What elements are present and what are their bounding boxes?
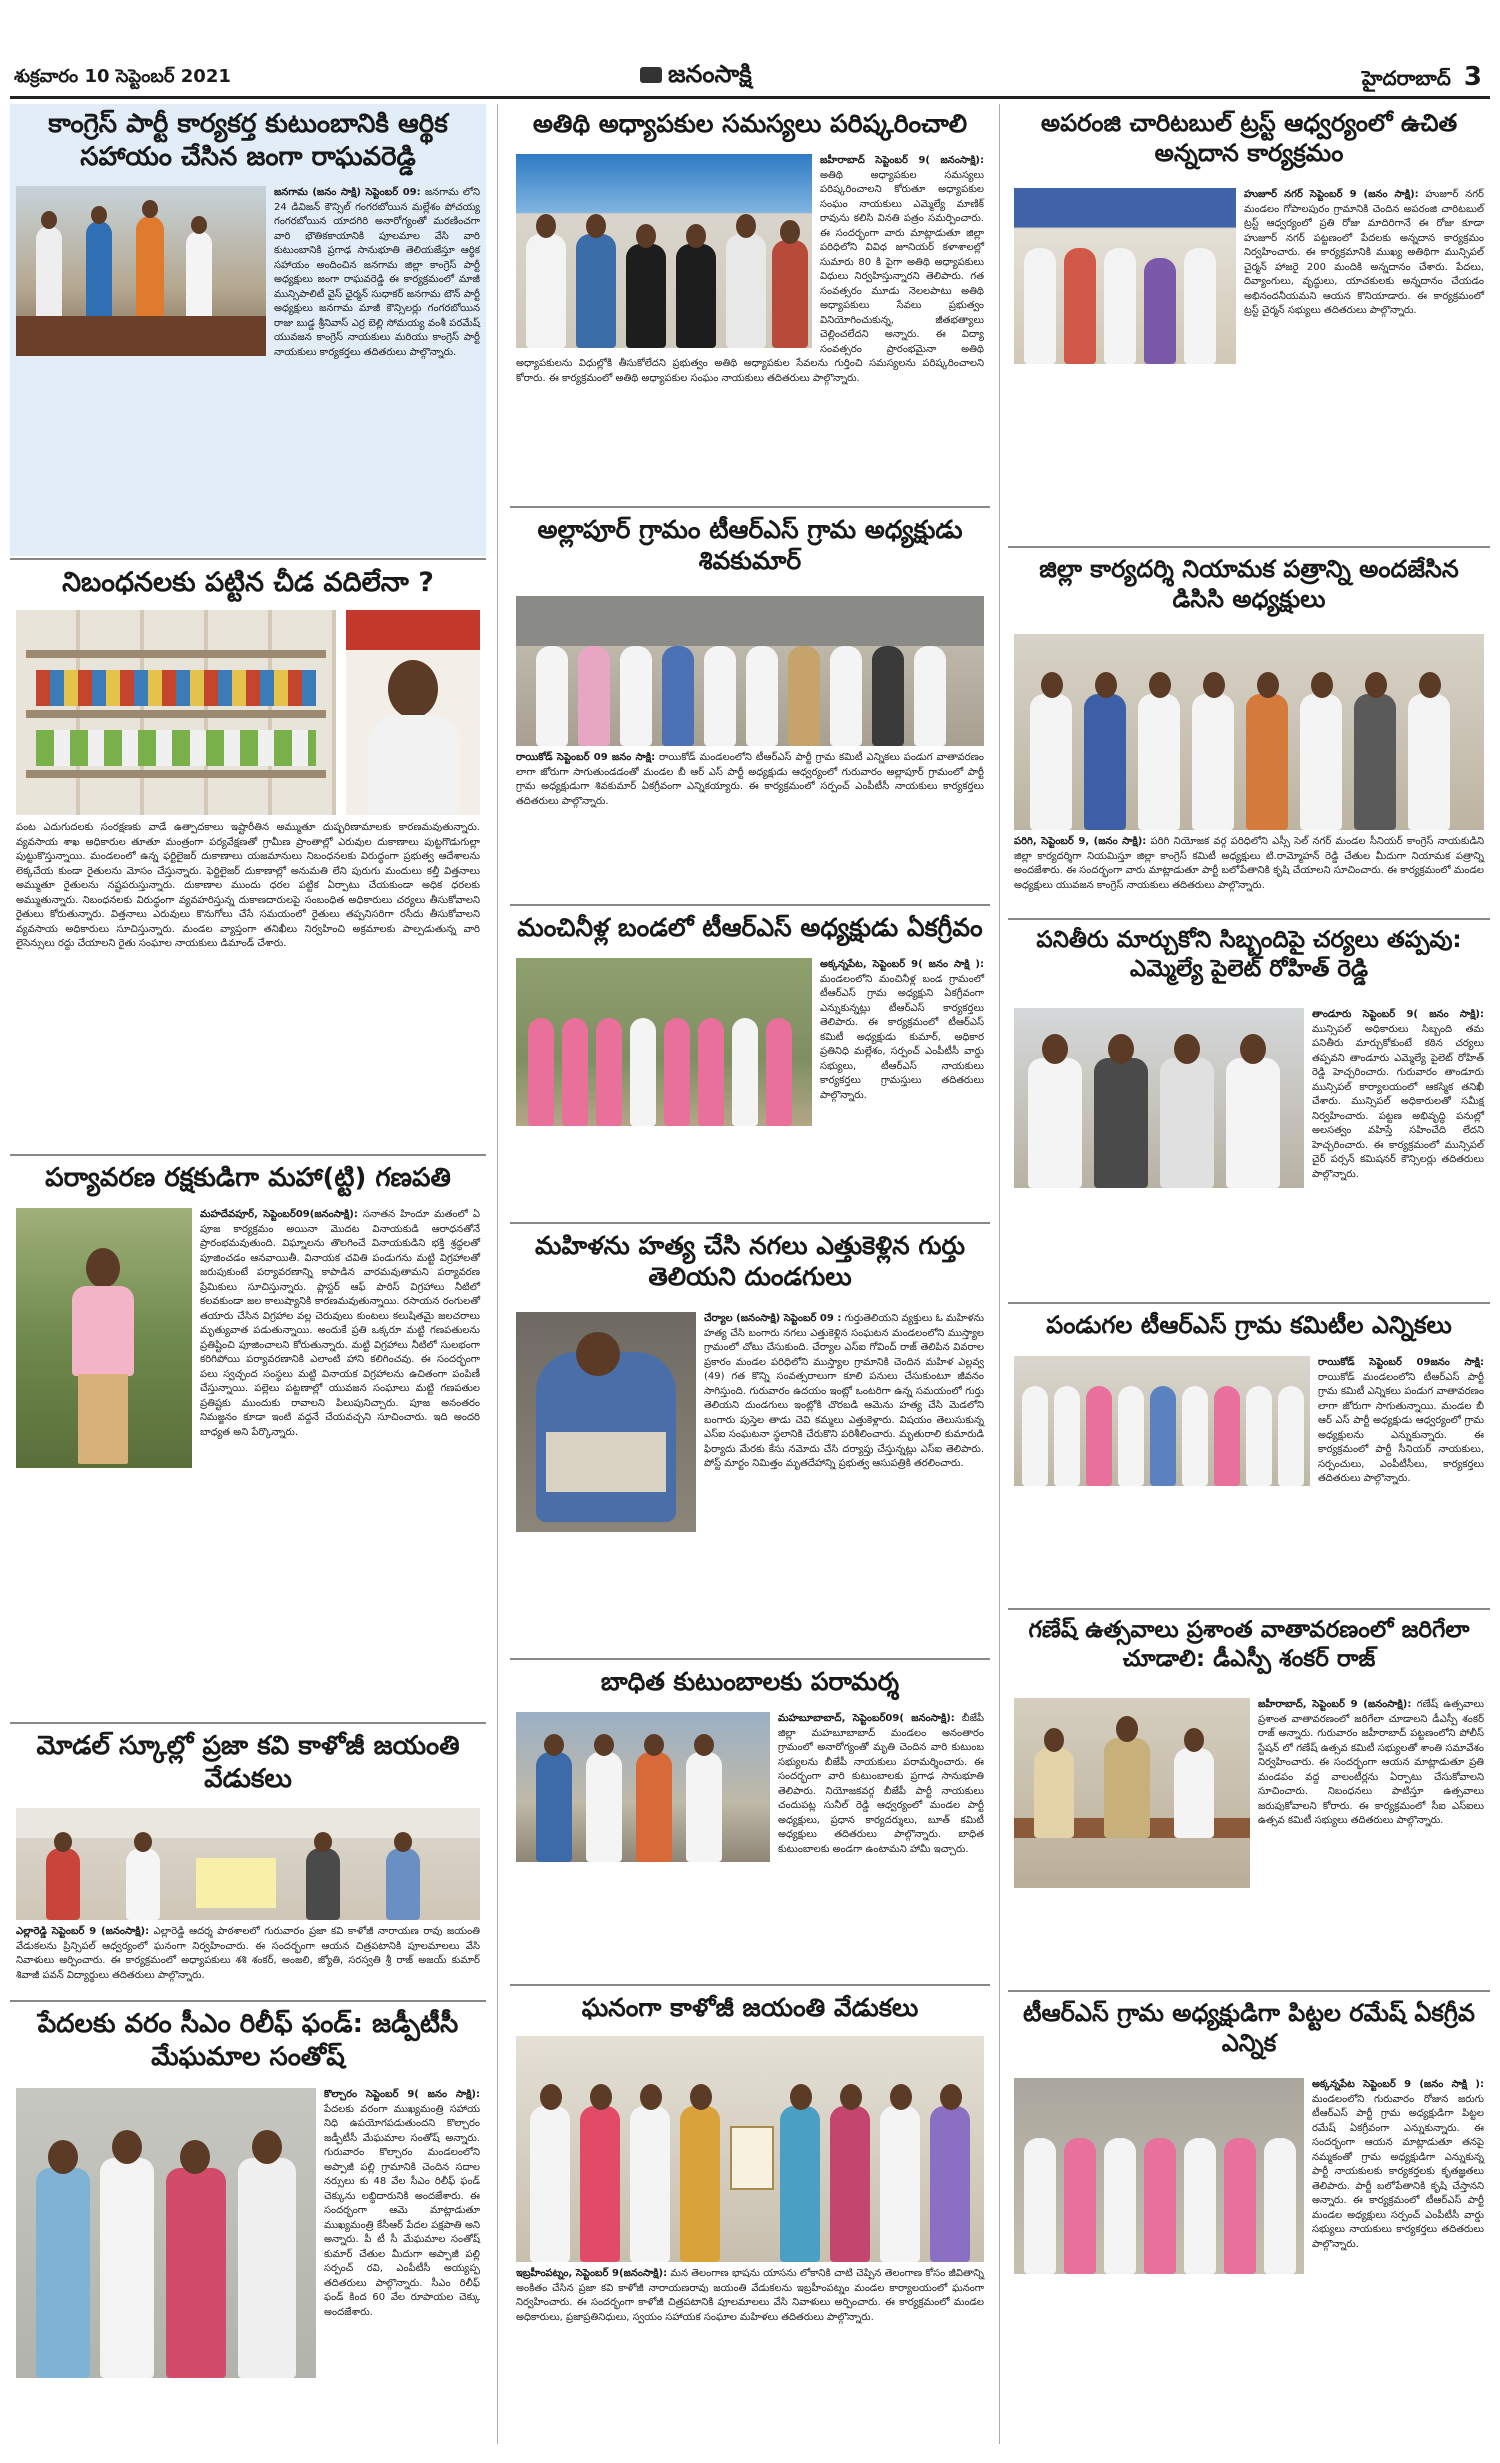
article-body: రాయికోడ్ మండలంలోని టీఆర్ఎస్ పార్టీ గ్రామ కమిటీ ఎన్నికలు పండుగ వాతావరణం లాగా జోరుగా సాగుతున్నాయి. మండల బీ ఆర్ ఎస్ పార్టీ అధ్యక్షుడు ఆధ్వర్యంలో గ్రామ అధ్యక్షులను ఎన్నుకున్నారు. ఈ కార్యక్రమంలో పార్టీ సీనియర్ నాయకులు, సర్పంచులు, ఎంపీటీసీలు, కార్యకర్తలు తదితరులు పాల్గొన్నారు.: [1318, 1371, 1484, 1484]
section-divider: [510, 1658, 990, 1660]
article-a5: [10, 2004, 486, 2444]
dateline: జహీరాబాద్ సెప్టెంబర్ 9( జనంసాక్షి):: [820, 155, 984, 166]
article-body: మండలంలోని గురువారం రోజున జరుగు టీఆర్ఎస్ పార్టీ గ్రామ అధ్యక్షుడిగా పిట్టల రమేష్ ఏకగ్రీవంగా ఎన్నుకున్నారు. ఈ సందర్భంగా ఆయన మాట్లాడుతూ తనపై నమ్మకంతో గ్రామ అధ్యక్షుడిగా ఎన్నుకున్న పార్టీ నాయకులకు కార్యకర్తలకు కృతజ్ఞతలు తెలిపారు. పార్టీ బలోపేతానికి కృషి చేస్తానని అన్నారు. ఈ కార్యక్రమంలో టీఆర్ఎస్ పార్టీ మండల అధ్యక్షులు సర్పంచ్ ఎంపీటీసీ వార్డు సభ్యులు నాయకులు కార్యకర్తలు తదితరులు పాల్గొన్నారు.: [1312, 2093, 1484, 2250]
photo-b5: [516, 1712, 770, 1862]
headline: టీఆర్ఎస్ గ్రామ అధ్యక్షుడిగా పిట్టల రమేష్ ఏకగ్రీవ ఎన్నిక: [1022, 1999, 1475, 2057]
photo-b4: [516, 1312, 696, 1532]
section-divider: [510, 1984, 990, 1986]
dateline: జనగామ (జనం సాక్షి) సెప్టెంబర్ 09:: [274, 187, 421, 198]
dateline: ఎల్లారెడ్డి సెప్టెంబర్ 9 (జనంసాక్షి):: [16, 1926, 150, 1937]
section-divider: [10, 1722, 486, 1724]
article-a3: [10, 1158, 486, 1720]
article-body: పరిగి నియోజక వర్గ పరిధిలోని ఎస్సీ సెల్ నగర్ మండల సీనియర్ కాంగ్రెస్ నాయకుడిని జిల్లా కార్యదర్శిగా నియమిస్తూ జిల్లా కాంగ్రెస్ కమిటీ అధ్యక్షులు టి.రామ్మోహన్ రెడ్డి చేతుల మీదుగా నియామక పత్రాన్ని అందజేశారు. ఈ సందర్భంగా వారు మాట్లాడుతూ పార్టీ బలోపేతానికి కృషి చేయాలని సూచించారు. ఈ కార్యక్రమంలో మండల అధ్యక్షులు యువజన కాంగ్రెస్ నాయకులు తదితరులు పాల్గొన్నారు.: [1014, 836, 1484, 891]
dateline: రాయికోడ్ సెప్టెంబర్ 09జనం సాక్షి:: [1318, 1357, 1484, 1368]
headline: పేదలకు వరం సీఎం రిలీఫ్ ఫండ్: జడ్పీటీసీ మేఘమాల సంతోష్: [37, 2009, 459, 2072]
article-body: ఎల్లారెడ్డి ఆదర్శ పాఠశాలలో గురువారం ప్రజా కవి కాళోజీ నారాయణ రావు జయంతి వేడుకలను ప్రిన్సిపల్ ఆధ్వర్యంలో ఘనంగా నిర్వహించారు. ఈ సందర్భంగా ఆయన చిత్రపటానికి పూలమాలలు వేసి నివాళులు అర్పించారు. ఈ కార్యక్రమంలో అధ్యాపకులు శశి శంకర్, అంజలి, జ్యోతి, సరస్వతి శ్రీ రాజ్ అజయ్ కుమార్ శివాజీ పవన్ విద్యార్థులు తదితరులు పాల్గొన్నారు.: [16, 1926, 480, 1981]
article-body: అతిథి అధ్యాపకుల సమస్యలు పరిష్కరించాలని కోరుతూ అధ్యాపకుల సంఘం నాయకులు ఎమ్మెల్యే మాణిక్ రావును కలిసి వినతి పత్రం సమర్పించారు. ఈ సందర్భంగా వారు మాట్లాడుతూ జిల్లా పరిధిలోని వివిధ జూనియర్ కళాశాలల్లో సుమారు 80 కి పైగా అతిథి అధ్యాపకులు విధులు నిర్వహిస్తున్నారని తెలిపారు. గత సంవత్సరం మూడు నెలలపాటు అతిథి అధ్యాపకులు సేవలు ప్రభుత్వం వినియోగించుకున్న, జీతభత్యాలు చెల్లించలేదని అన్నారు. ఈ విద్యా సంవత్సరం ప్రారంభమైనా అతిథి అధ్యాపకులను విధుల్లోకి తీసుకోలేదని ప్రభుత్వం అతిథి అధ్యాపకుల సేవలను గుర్తించి సమస్యలను పరిష్కరించాలని కోరారు. ఈ కార్యక్రమంలో అతిథి అధ్యాపకుల సంఘం నాయకులు తదితరులు పాల్గొన్నారు.: [516, 169, 984, 384]
photo-b2: [516, 596, 984, 746]
headline: పనితీరు మార్చుకోని సిబ్బందిపై చర్యలు తప్పవు: ఎమ్మెల్యే పైలెట్ రోహిత్ రెడ్డి: [1036, 927, 1462, 982]
headline: పండుగల టీఆర్ఎస్ గ్రామ కమిటీల ఎన్నికలు: [1046, 1311, 1452, 1339]
section-divider: [510, 506, 990, 508]
article-a1: [10, 104, 486, 556]
photo-c5: [1014, 1698, 1250, 1888]
article-body: మండలంలోని మంచినీళ్ల బండ గ్రామంలో టీఆర్ఎస్ గ్రామ అధ్యక్షుని ఏకగ్రీవంగా ఎన్నుకున్నట్లు టీఆర్ఎస్ కార్యకర్తలు తెలిపారు. ఈ కార్యక్రమంలో టీఆర్ఎస్ కమిటీ అధ్యక్షుడు కుమార్, అధికార ప్రతినిధి మల్లేశం, సర్పంచ్ ఎంపీటీసీ వార్డు సభ్యులు, టీఆర్ఎస్ నాయకులు కార్యకర్తలు గ్రామస్తులు తదితరులు పాల్గొన్నారు.: [820, 973, 984, 1101]
photo-c4: [1014, 1356, 1310, 1486]
photo-a5: [16, 2088, 316, 2378]
article-body: పేదలకు వరంగా ముఖ్యమంత్రి సహాయ నిధి ఉపయోగపడుతుందని కొల్చారం జడ్పీటీసీ మేఘమాల సంతోష్ అన్నారు. గురువారం కొల్చారం మండలంలోని అప్పాజీ పల్లి గ్రామానికి చెందిన సదాల నర్సులు కు 48 వేల సీఎం రిలీఫ్ ఫండ్ చెక్కును లబ్ధిదారునికి అందజేశారు. ఈ సందర్భంగా ఆమె మాట్లాడుతూ ముఖ్యమంత్రి కేసీఆర్ పేదల పక్షపాతి అని అన్నారు. పీ టీ సీ మేఘమాల సంతోష్ కుమార్ చేతుల మీదుగా అప్పాజీ పల్లి సర్పంచ్ రవి, ఎంపీటీసీ అయ్యప్ప తదితరులు పాల్గొన్నారు. సీఎం రిలీఫ్ ఫండ్ కింద 60 వేల రూపాయల చెక్కు అందజేశారు.: [324, 2103, 480, 2318]
headline: పర్యావరణ రక్షకుడిగా మహా(ట్టి) గణపతి: [45, 1163, 451, 1193]
photo-c2: [1014, 634, 1484, 830]
photo-b6: [516, 2036, 984, 2262]
article-body: జనగామ లోని 24 డివిజన్ కౌన్సిల్ గంగరబోయిన మల్లేశం పోచయ్య గంగరబోయిన యాదగిరి అనారోగ్యంతో మరణించగా వారి భౌతికకాయానికి పూలమాల వేసి వారి కుటుంబానికి ప్రగాఢ సానుభూతి తెలియజేస్తూ ఆర్థిక సహాయం అందించిన జనగామ జిల్లా కాంగ్రెస్ పార్టీ అధ్యక్షులు జంగా రాఘవరెడ్డి ఈ కార్యక్రమంలో మాజీ మున్సిపాలిటీ వైస్ ఛైర్మన్ సుధాకర్ జనగామ టౌన్ పార్టీ అధ్యక్షులు జనగామ మాజీ కౌన్సిలర్లు గంగరబోయిన రాజు బుడ్డ శ్రీనివాస్ ఎర్ర బెల్లి సోమయ్య వంశీ పరమేష్ యువజన కాంగ్రెస్ నాయకులు మరియు కాంగ్రెస్ పార్టీ నాయకులు కార్యకర్తలు తదితరులు పాల్గొన్నారు.: [274, 187, 480, 358]
article-body: మున్సిపల్ అధికారులు సిబ్బంది తమ పనితీరు మార్చుకోకుంటే కఠిన చర్యలు తప్పవని తాండూరు ఎమ్మెల్యే పైలెట్ రోహిత్ రెడ్డి హెచ్చరించారు. గురువారం తాండూరు మున్సిపల్ కార్యాలయంలో ఆకస్మిక తనిఖీ చేశారు. మున్సిపల్ అధికారులతో సమీక్ష నిర్వహించారు. పట్టణ అభివృద్ధి పనుల్లో అలసత్వం వహిస్తే సహించేది లేదని హెచ్చరించారు. ఈ కార్యక్రమంలో మున్సిపల్ చైర్ పర్సన్ కమిషనర్ కౌన్సిలర్లు తదితరులు పాల్గొన్నారు.: [1312, 1023, 1484, 1180]
photo-a4: [16, 1808, 480, 1920]
section-divider: [510, 1222, 990, 1224]
headline: కాంగ్రెస్ పార్టీ కార్యకర్త కుటుంబానికి ఆర్థిక సహాయం చేసిన జంగా రాఘవరెడ్డి: [48, 109, 448, 172]
column-divider: [497, 104, 498, 2444]
issue-date: శుక్రవారం 10 సెప్టెంబర్ 2021: [14, 66, 231, 87]
section-divider: [1008, 1608, 1490, 1610]
headline: అల్లాపూర్ గ్రామం టీఆర్ఎస్ గ్రామ అధ్యక్షుడు శివకుమార్: [537, 515, 963, 576]
dateline: తాండూరు సెప్టెంబర్ 9( జనం సాక్షి):: [1312, 1009, 1484, 1020]
dateline: జహీరాబాద్, సెప్టెంబర్ 9 (జనంసాక్షి):: [1258, 1699, 1412, 1710]
article-c2: [1008, 550, 1490, 916]
article-a2: [10, 562, 486, 1152]
dateline: ఇబ్రహీంపట్నం, సెప్టెంబర్ 9(జనంసాక్షి):: [516, 2268, 668, 2279]
section-divider: [510, 904, 990, 906]
photo-a3: [16, 1208, 192, 1468]
article-c5: [1008, 1612, 1490, 1988]
headline: అపరంజి చారిటబుల్ ట్రస్ట్ ఆధ్వర్యంలో ఉచిత అన్నదాన కార్యక్రమం: [1040, 109, 1458, 167]
article-body: రాయికోడ్ మండలంలోని టీఆర్ఎస్ పార్టీ గ్రామ కమిటీ ఎన్నికలు పండుగ వాతావరణం లాగా జోరుగా సాగుతుండడంతో మండల బీ ఆర్ ఎస్ పార్టీ అధ్యక్షుడు ఆధ్వర్యంలో గురువారం అల్లాపూర్ గ్రామంలో పార్టీ గ్రామ అధ్యక్షుడుగా శివకుమార్ ఏకగ్రీవంగా ఎన్నికయ్యారు. ఈ కార్యక్రమంలో సర్పంచ్ ఎంపీటీసీ నాయకులు కార్యకర్తలు తదితరులు పాల్గొన్నారు.: [516, 752, 984, 807]
dateline: కొల్చారం సెప్టెంబర్ 9( జనం సాక్షి):: [324, 2089, 480, 2100]
column-center: [510, 104, 990, 2444]
article-c1: [1008, 104, 1490, 544]
article-b4: [510, 1226, 990, 1656]
section-divider: [10, 558, 486, 560]
headline: మోడల్ స్కూల్లో ప్రజా కవి కాళోజీ జయంతి వేడుకలు: [36, 1731, 460, 1794]
dateline: పరిగి, సెప్టెంబర్ 9, (జనం సాక్షి):: [1014, 836, 1147, 847]
headline: ఘనంగా కాళోజీ జయంతి వేడుకలు: [581, 1993, 919, 2022]
masthead-rule: [10, 96, 1490, 99]
photo-a2: [16, 610, 480, 815]
photo-b1: [516, 154, 812, 348]
article-b2: [510, 510, 990, 902]
article-b5: [510, 1662, 990, 1982]
article-b1: [510, 104, 990, 504]
article-body: మన తెలంగాణ భాషను యాసను లోకానికి చాటి చెప్పిన తెలంగాణ కోసం జీవితాన్ని అంకితం చేసిన ప్రజా కవి కాళోజీ నారాయణరావు జయంతి వేడుకలను ఇబ్రహీంపట్నం మండల కార్యాలయంలో ఘనంగా నిర్వహించారు. ఈ సందర్భంగా కాళోజీ చిత్రపటానికి పూలమాలలు వేసి నివాళులు అర్పించారు. ఈ కార్యక్రమంలో మండల అధికారులు, ప్రజాప్రతినిధులు, స్వయం సహాయక సంఘాల మహిళలు తదితరులు పాల్గొన్నారు.: [516, 2268, 984, 2323]
edition-name: హైదరాబాద్: [1361, 66, 1451, 90]
article-body: గణేష్ ఉత్సవాలు ప్రశాంత వాతావరణంలో జరిగేలా చూడాలని డీఎస్పీ శంకర్ రాజ్ అన్నారు. గురువారం జహీరాబాద్ పట్టణంలోని పోలీస్ స్టేషన్ లో గణేష్ ఉత్సవ కమిటీ సభ్యులతో శాంతి సమావేశం నిర్వహించారు. ఈ సందర్భంగా ఆయన మాట్లాడుతూ ప్రతి మండపం వద్ద వాలంటీర్లను ఏర్పాటు చేసుకోవాలని సూచించారు. నిబంధనలు పాటిస్తూ ఉత్సవాలు జరుపుకోవాలని కోరారు. ఈ కార్యక్రమంలో సీఐ ఎస్ఐలు ఉత్సవ కమిటీ సభ్యులు తదితరులు పాల్గొన్నారు.: [1258, 1699, 1485, 1826]
edition-page: [1362, 62, 1482, 95]
dateline: మహదేవపూర్, సెప్టెంబర్09(జనంసాక్షి):: [200, 1209, 358, 1220]
dateline: హుజూర్ నగర్ సెప్టెంబర్ 9 (జనం సాక్షి):: [1244, 189, 1419, 200]
headline: జిల్లా కార్యదర్శి నియామక పత్రాన్ని అందజేసిన డిసిసి అధ్యక్షులు: [1039, 555, 1459, 613]
paper-logo-icon: [640, 67, 662, 83]
headline: బాధిత కుటుంబాలకు పరామర్శ: [600, 1667, 900, 1696]
article-c6: [1008, 1994, 1490, 2434]
headline: మంచినీళ్ల బండలో టీఆర్ఎస్ అధ్యక్షుడు ఏకగ్రీవం: [517, 913, 983, 942]
dateline: చేర్యాల (జనంసాక్షి) సెప్టెంబర్ 09 :: [704, 1313, 842, 1324]
article-body: గుర్తుతెలియని వ్యక్తులు ఓ మహిళను హత్య చేసి బంగారు నగలు ఎత్తుకెళ్లిన సంఘటన మండలంలోని ముస్త్యాల గ్రామంలో చోటు చేసుకుంది. చేర్యాల ఎస్ఐ గోవింద్ రాజ్ తెలిపిన వివరాల ప్రకారం మండల పరిధిలోని ముస్త్యాల గ్రామానికి చెందిన మహిళ ఎల్లవ్వ (49) గత కొన్ని సంవత్సరాలుగా కూలి పనులు చేసుకుంటూ జీవనం సాగిస్తుంది. గురువారం ఉదయం ఇంట్లో ఒంటరిగా ఉన్న సమయంలో గుర్తు తెలియని దుండగులు ఇంట్లోకి చొరబడి ఆమెను హత్య చేసి మెడలోని బంగారు పుస్తెల తాడు చెవి కమ్మలు ఎత్తుకెళ్లారు. విషయం తెలుసుకున్న ఎస్ఐ సంఘటనా స్థలానికి చేరుకొని పరిశీలించారు. మృతురాలి కుమారుడి ఫిర్యాదు మేరకు కేసు నమోదు చేసి దర్యాప్తు చేస్తున్నట్లు ఎస్ఐ తెలిపారు. పోస్ట్ మార్టం నిమిత్తం మృతదేహాన్ని ప్రభుత్వ ఆసుపత్రికి తరలించారు.: [704, 1313, 984, 1469]
article-b3: [510, 908, 990, 1220]
dateline: అక్కన్నపేట, సెప్టెంబర్ 9( జనం సాక్షి ):: [820, 959, 984, 970]
photo-a1: [16, 186, 266, 356]
article-body: పంట ఎదుగుదలకు సంరక్షణకు వాడే ఉత్పాదకాలు ఇష్టారీతిన అమ్ముతూ దుష్పరిణామాలకు కారణమవుతున్నారు. వ్యవసాయ శాఖ అధికారుల తూతూ మంత్రంగా పర్యవేక్షణతో గ్రామీణ ప్రాంతాల్లో ఎరువుల దుకాణాలు పుట్టగొడుగుల్లా పుట్టుకొస్తున్నాయి. మండలంలో ఉన్న ఫర్టిలైజర్ దుకాణాలు యజమానులు నిబంధనలకు విరుద్ధంగా ప్రభుత్వ ఆదేశాలను లెక్కచేయ కుండా రైతులను మోసం చేస్తున్నారు. ఫెర్టిలైజర్ దుకాణాల్లో అనుమతి లేని పురుగు మందులు కల్తీ విత్తనాలు అమ్ముతూ రైతులను నష్టపరుస్తున్నారు. దుకాణాల ముందు ధరల పట్టిక ఏర్పాటు చేయకుండా అధిక ధరలకు అమ్ముతున్నారు. నిబంధనలకు విరుద్ధంగా వ్యవహరిస్తున్న దుకాణదారులపై సంబంధిత అధికారులు చర్యలు తీసుకోవాలని రైతులు కోరుతున్నారు. విత్తనాలు ఎరువులు కొనుగోలు చేసే సమయంలో రైతులు తప్పనిసరిగా రసీదు తీసుకోవాలని వ్యవసాయ అధికారులు సూచిస్తున్నారు. మండల వ్యాప్తంగా తనిఖీలు నిర్వహించి అక్రమాలకు పాల్పడుతున్న వారి లైసెన్సులు రద్దు చేయాలని రైతు సంఘాల నాయకులు డిమాండ్ చేశారు.: [16, 822, 480, 949]
article-body: సనాతన హిందూ మతంలో ఏ పూజ కార్యక్రమం అయినా మొదట వినాయకుడి ఆరాధనతోనే ప్రారంభమవుతుంది. విఘ్నాలను తొలగించే వినాయకుడిని భక్తి శ్రద్ధలతో పూజించడం ఆనవాయితీ. వినాయక చవితి పండుగను మట్టి విగ్రహాలతో జరుపుకుంటే పర్యావరణాన్ని కాపాడిన వారమవుతామని పర్యావరణ ప్రేమికులు సూచిస్తున్నారు. ప్లాస్టర్ ఆఫ్ పారిస్ విగ్రహాలు నీటిలో కలవకుండా జల కాలుష్యానికి కారణమవుతున్నాయి. రసాయన రంగులతో తయారు చేసిన విగ్రహాల వల్ల చెరువులు కుంటలు కలుషితమై జలచరాలు మృత్యువాత పడుతున్నాయి. అందుకే ప్రతి ఒక్కరూ మట్టి గణపతులను ప్రతిష్టించి పూజించాలని కోరుతున్నారు. మట్టి విగ్రహాలు నీటిలో సులభంగా కరిగిపోయి పర్యావరణానికి ఎలాంటి హాని కలిగించవు. ఈ సందర్భంగా పలు స్వచ్ఛంద సంస్థలు మట్టి వినాయక విగ్రహాలను ఉచితంగా పంపిణీ చేస్తున్నాయి. పల్లెలు పట్టణాల్లో యువజన సంఘాలు మట్టి గణపతుల ప్రతిష్టకు ముందుకు రావాలని పిలుపునిచ్చారు. పూజ అనంతరం నిమజ్జనం కూడా ఇంటి వద్దనే చేయవచ్చని సూచించారు. ఇది అందరి బాధ్యత అని పేర్కొన్నారు.: [200, 1209, 481, 1438]
column-divider: [999, 104, 1000, 2444]
page-number: 3: [1463, 62, 1482, 92]
photo-c6: [1014, 2078, 1304, 2274]
article-a4: [10, 1726, 486, 1998]
article-c3: [1008, 922, 1490, 1300]
masthead: [0, 0, 1500, 100]
article-c4: [1008, 1306, 1490, 1606]
column-left: [10, 104, 486, 2444]
article-body: హుజూర్ నగర్ మండలం గోపాలపురం గ్రామానికి చెందిన అపరంజి చారిటబుల్ ట్రస్ట్ ఆధ్వర్యంలో ప్రతి రోజు మాదిరిగానే ఈ రోజు కూడా హుజూర్ నగర్ పట్టణంలో పేదలకు అన్నదాన కార్యక్రమం నిర్వహించారు. ఈ కార్యక్రమానికి ముఖ్య అతిథిగా మున్సిపల్ చైర్మన్ హాజరై 200 మందికి అన్నదానం చేశారు. పేదలు, దివ్యాంగులు, వృద్ధులు, యాచకులకు అన్నదానం చేయడం అభినందనీయమని ఆయన కొనియాడారు. ఈ కార్యక్రమంలో ట్రస్ట్ చైర్మన్ సభ్యులు తదితరులు పాల్గొన్నారు.: [1244, 189, 1484, 316]
column-right: [1008, 104, 1490, 2444]
photo-c1: [1014, 188, 1236, 364]
photo-b3: [516, 958, 812, 1126]
headline: నిబంధనలకు పట్టిన చీడ వదిలేనా ?: [62, 567, 434, 598]
article-b6: [510, 1988, 990, 2408]
article-body: బీజేపీ జిల్లా మహబూబాబాద్ మండలం అనంతారం గ్రామంలో అనారోగ్యంతో మృతి చెందిన వారి కుటుంబ సభ్యులను బీజేపీ నాయకులు పరామర్శించారు. ఈ సందర్భంగా వారి కుటుంబాలకు ప్రగాఢ సానుభూతి తెలిపారు. నియోజకవర్గ బీజేపీ పార్టీ నాయకులు చందుపట్ల సునీల్ రెడ్డి ఆధ్వర్యంలో మండల పార్టీ అధ్యక్షులు, ప్రధాన కార్యదర్శులు, బూత్ కమిటీ అధ్యక్షులు తదితరులు పాల్గొన్నారు. బాధిత కుటుంబాలకు అండగా ఉంటామని హామీ ఇచ్చారు.: [778, 1713, 985, 1855]
paper-name: జనంసాక్షి: [640, 60, 752, 94]
dateline: అక్కన్నపేట సెప్టెంబర్ 9 (జనం సాక్షి ):: [1312, 2079, 1484, 2090]
photo-c3: [1014, 1008, 1304, 1188]
headline: అతిథి అధ్యాపకుల సమస్యలు పరిష్కరించాలి: [532, 109, 968, 138]
headline: మహిళను హత్య చేసి నగలు ఎత్తుకెళ్లిన గుర్తు తెలియని దుండగులు: [534, 1231, 966, 1292]
dateline: రాయికోడ్ సెప్టెంబర్ 09 జనం సాక్షి:: [516, 752, 656, 763]
section-divider: [10, 1154, 486, 1156]
headline: గణేష్ ఉత్సవాలు ప్రశాంత వాతావరణంలో జరిగేలా చూడాలి: డీఎస్పీ శంకర్ రాజ్: [1028, 1617, 1470, 1672]
dateline: మహబూబాబాద్, సెప్టెంబర్09( జనంసాక్షి):: [778, 1713, 955, 1724]
